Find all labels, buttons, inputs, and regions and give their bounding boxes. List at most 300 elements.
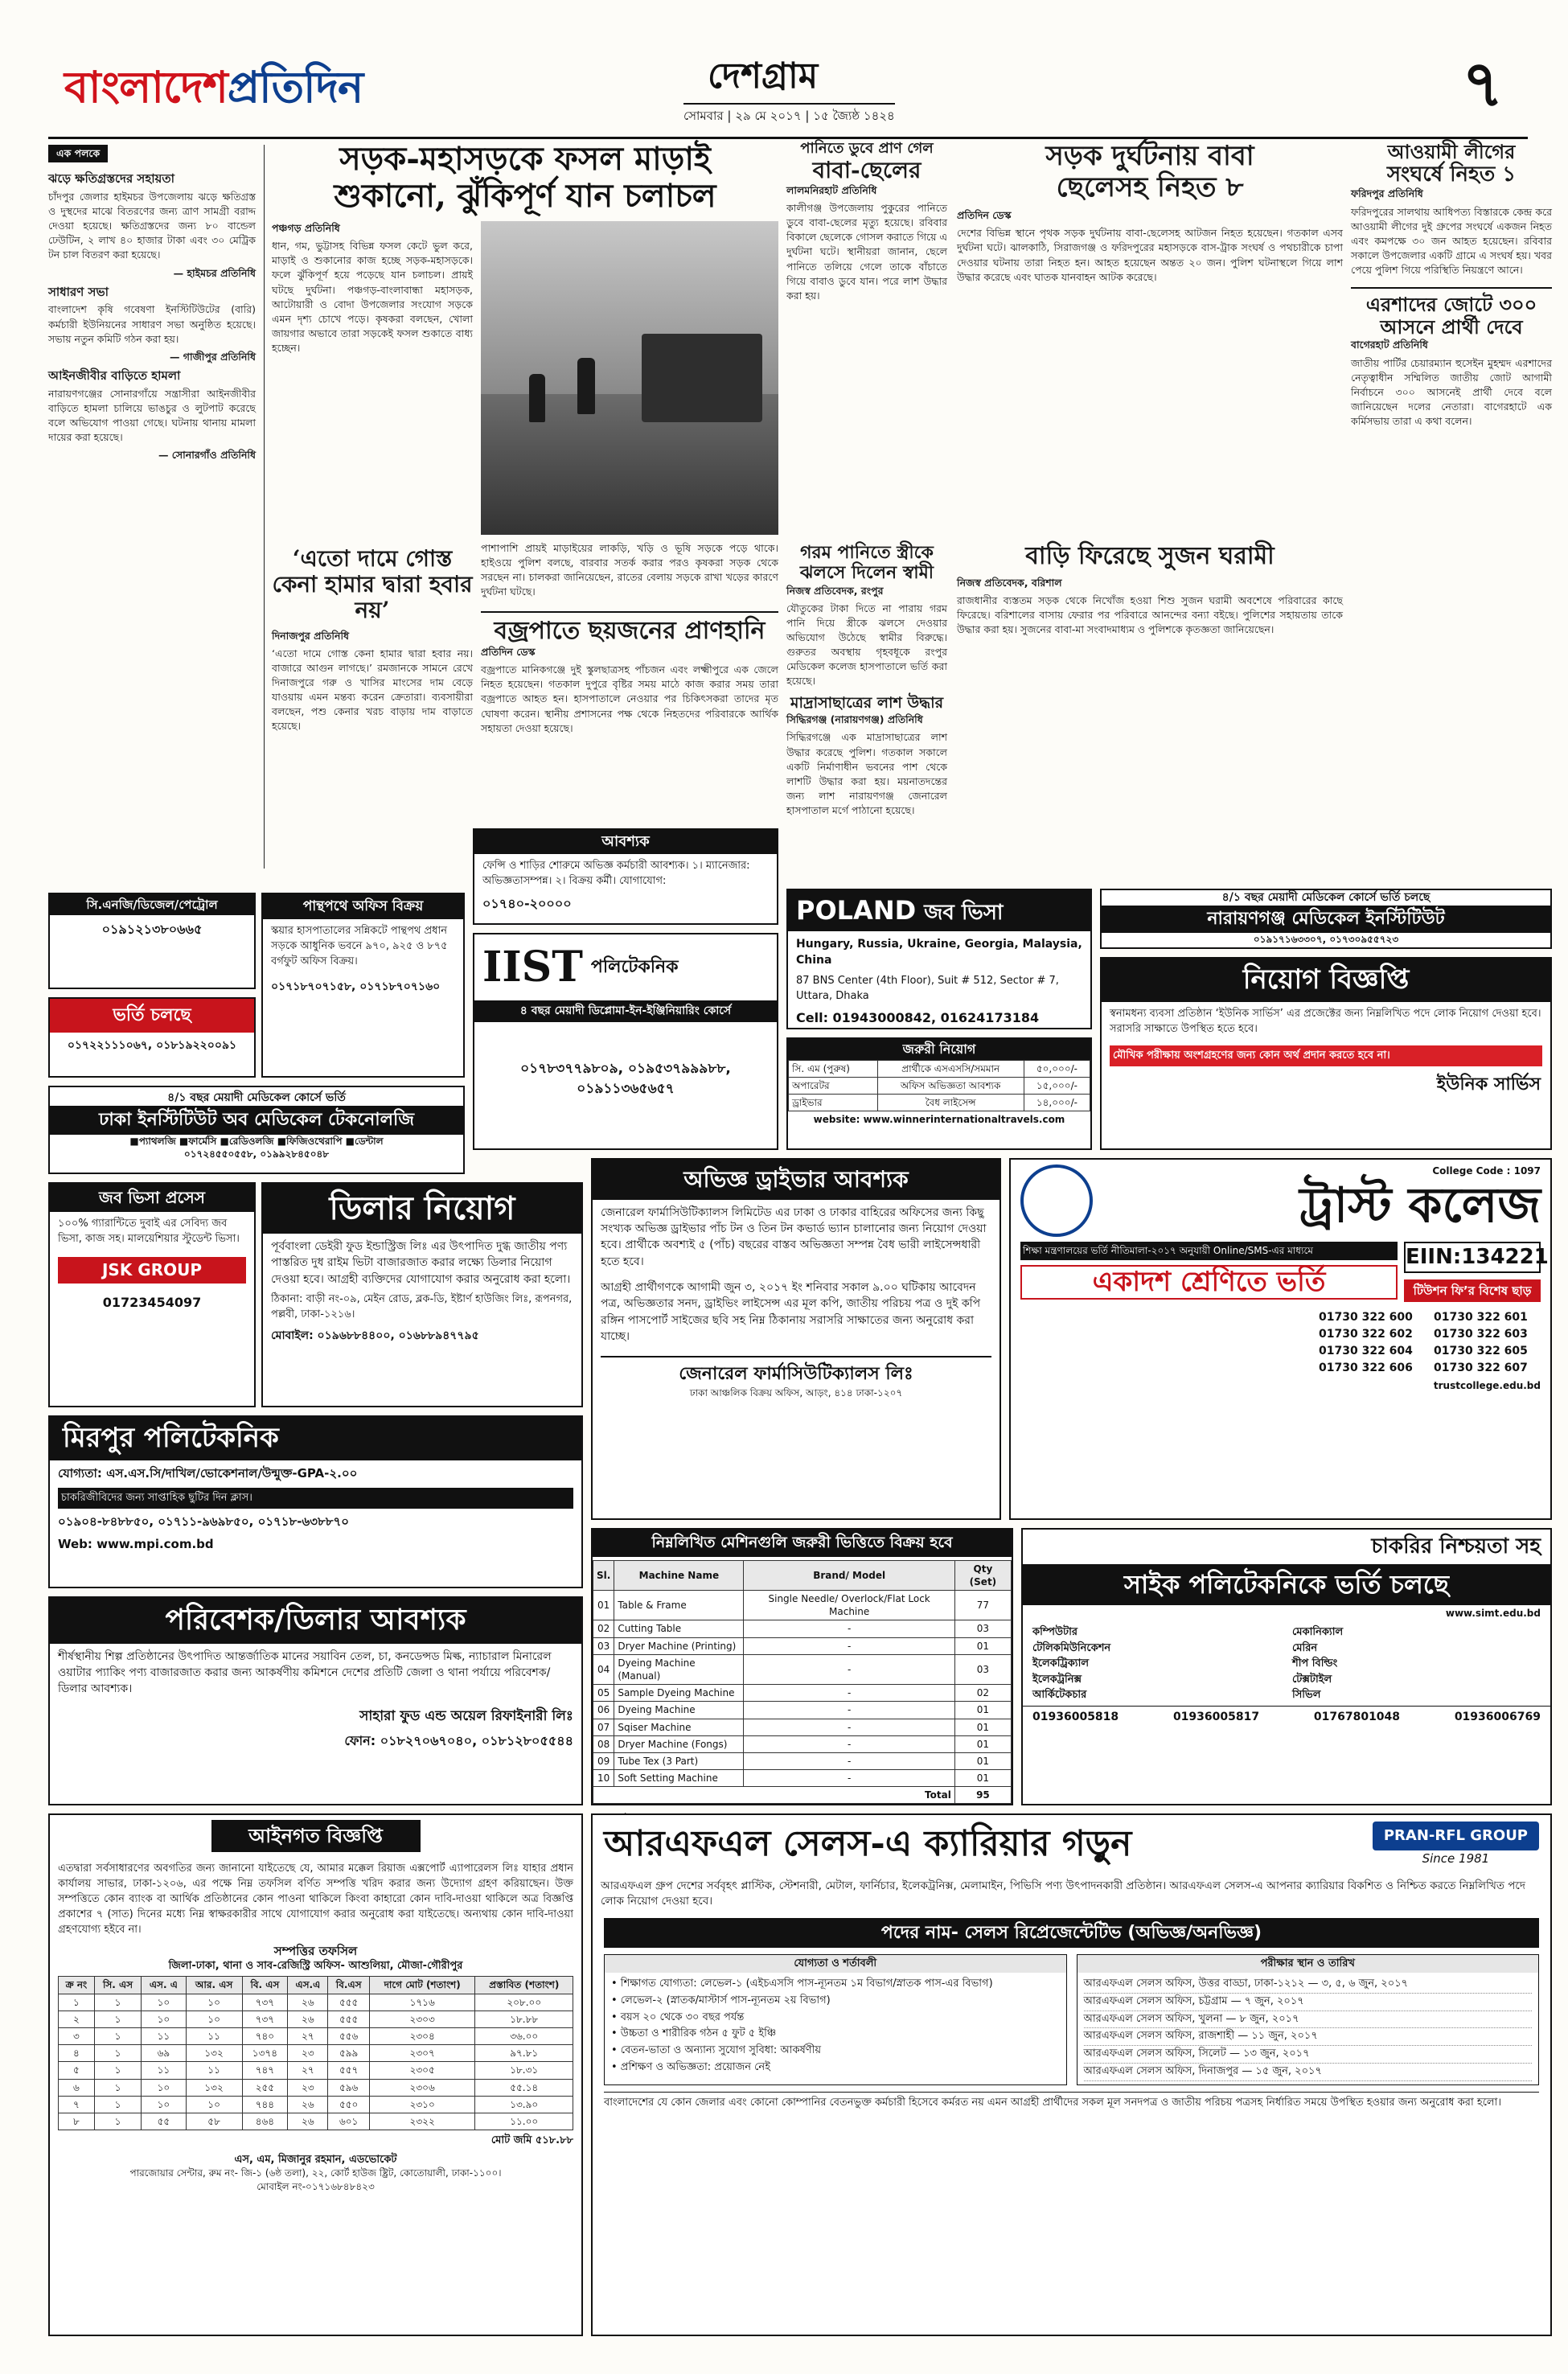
table-cell: ১৮.৩১ (475, 2062, 573, 2079)
list-item: • বয়স ২০ থেকে ৩০ বছর পর্যন্ত (611, 2011, 745, 2023)
psyche-phone: 01936005817 (1172, 1710, 1260, 1723)
table-cell: - (744, 1719, 954, 1735)
rfl-col2-head: পরীক্ষার স্থান ও তারিখ (1077, 1955, 1539, 1973)
machines-sale-ad[interactable] (591, 1528, 1013, 1805)
urgent-need-ad[interactable] (473, 828, 778, 925)
cell: প্রার্থীকে এসএসসি/সমমান (877, 1060, 1024, 1077)
notice-total: ৫১৮.৮৮ (535, 2134, 573, 2147)
winner-website[interactable]: website: www.winnerinternationaltravels.com (813, 1114, 1065, 1126)
iist-ad[interactable] (473, 933, 778, 1150)
subject-item: শীপ বিল্ডিং (1292, 1657, 1338, 1670)
table-cell: ১ (59, 1994, 95, 2011)
table-cell: Dryer Machine (Fongs) (614, 1735, 744, 1752)
cng-ad[interactable] (48, 893, 256, 989)
table-row (789, 1094, 1090, 1111)
table-cell: ১ (94, 2096, 141, 2113)
poland-cell: Cell: 01943000842, 01624173184 (796, 1010, 1040, 1026)
job-visa-ad[interactable] (48, 1182, 256, 1407)
table-row (593, 1719, 1012, 1735)
column-header: Sl. (593, 1560, 614, 1590)
ershad-headline-1[interactable]: এরশাদের জোটে ৩০০ (1365, 293, 1537, 317)
job-visa-body: ১০০% গ্যারান্টিতে দুবাই এর সেবিদ্য জব ভিসা, কাজ সহ। মালয়েশিয়ার স্টুডেন্ট ভিসা। (58, 1218, 240, 1245)
cng-ad-title: সি.এনজি/ডিজেল/পেট্রোল (50, 894, 254, 915)
table-cell: ১০ (186, 2096, 242, 2113)
job-circular-body: স্বনামধন্য ব্যবসা প্রতিষ্ঠান ‘ইউনিক সার্ভিস’ এর প্রজেক্টের জন্য নিম্নলিখিত পদে লোক নিয়োগ দেওয়া হবে। সরাসরি সাক্ষাতে উপস্থিত হতে হবে। (1110, 1007, 1541, 1035)
table-cell: ১০ (186, 1994, 242, 2011)
newspaper-logo[interactable] (64, 58, 363, 117)
cell: ১৫,০০০/- (1024, 1077, 1090, 1094)
table-cell: ২৬ (288, 1994, 328, 2011)
trust-code: College Code : 1097 (1432, 1165, 1541, 1177)
notice-table-body (59, 1994, 573, 2130)
table-row (59, 1994, 573, 2011)
hotwater-headline-2[interactable]: ঝলসে দিলেন স্বামী (799, 562, 934, 584)
hotwater-body: যৌতুকের টাকা দিতে না পারায় গরম পানি দিয়ে স্ত্রীকে ঝলসে দেওয়ার অভিযোগ উঠেছে স্বামীর বিরুদ্ধে। গুরুতর অবস্থায় গৃহবধূকে রংপুর মেডিকেল কলেজ হাসপাতালে ভর্তি করা হয়েছে। (786, 602, 947, 688)
psyche-poly-ad[interactable] (1021, 1528, 1552, 1805)
cell: বৈধ লাইসেন্স (877, 1094, 1024, 1111)
trust-note: শিক্ষা মন্ত্রণালয়ের ভর্তি নীতিমালা-২০১৭ অনুযায়ী Online/SMS-এর মাধ্যমে (1020, 1242, 1398, 1260)
awami-byline: ফরিদপুর প্রতিনিধি (1351, 187, 1423, 200)
office-sale-body: স্কয়ার হাসপাতালের সন্নিকটে পান্থপথ প্রধান সড়কে আধুনিক ভবনে ৯৭০, ৯২৫ ও ৮৭৫ বর্গফুট অফিস বিক্রয়। (271, 924, 448, 967)
table-cell: ১ (94, 2011, 141, 2027)
page-date: সোমবার | ২৯ মে ২০১৭ | ১৫ জ্যৈষ্ঠ ১৪২৪ (683, 103, 895, 124)
cell: অফিস অভিজ্ঞতা আবশ্যক (877, 1077, 1024, 1094)
suzan-byline: নিজস্ব প্রতিবেদক, বরিশাল (957, 576, 1062, 589)
table-cell: ৫৫০ (328, 2096, 369, 2113)
column-header: এস.এ (288, 1977, 328, 1994)
trust-phone: 01730 322 603 (1434, 1328, 1528, 1341)
trust-logo (1020, 1164, 1093, 1237)
table-cell: ২৩০৫ (369, 2062, 475, 2079)
masthead (16, 16, 1552, 137)
drowning-story (786, 141, 947, 535)
table-cell: ৬ (59, 2079, 95, 2096)
lead-headline-2[interactable]: শুকানো, ঝুঁকিপূর্ণ যান চলাচল (334, 177, 716, 215)
table-row (789, 1077, 1090, 1094)
table-total-row (593, 1787, 1012, 1804)
total-value: 95 (954, 1787, 1011, 1804)
ershad-headline-2[interactable]: আসনে প্রার্থী দেবে (1380, 314, 1523, 339)
brief-item-head[interactable]: সাধারণ সভা (48, 284, 109, 299)
notice-table (58, 1976, 573, 2130)
lead-photo (481, 221, 778, 535)
table-cell: 10 (593, 1770, 614, 1787)
table-cell: ৭৩৭ (242, 1994, 288, 2011)
brief-item-by: — হাইমচর প্রতিনিধি (173, 266, 256, 279)
dealer-milk-title: ডিলার নিয়োগ (263, 1184, 581, 1234)
rfl-position: পদের নাম- সেলস রিপ্রেজেন্টেটিভ (অভিজ্ঞ/অনভিজ্ঞ) (604, 1918, 1539, 1949)
table-cell: ৫৫৫ (328, 1994, 369, 2011)
job-visa-brand: JSK GROUP (58, 1257, 246, 1284)
table-cell: Dyeing Machine (Manual) (614, 1654, 744, 1684)
cell: সি. এম (পুরুষ) (789, 1060, 878, 1077)
trust-eiin: EIIN:134221 (1404, 1242, 1541, 1273)
table-cell: ১ (94, 2045, 141, 2062)
driver-ad[interactable] (591, 1158, 1001, 1520)
right-column (1351, 141, 1552, 881)
table-cell: Cutting Table (614, 1620, 744, 1637)
table-cell: ৫৫৫ (328, 2011, 369, 2027)
table-cell: 01 (954, 1752, 1011, 1769)
trust-offer: টিউশন ফি’র বিশেষ ছাড় (1404, 1279, 1541, 1302)
list-item: • বেতন-ভাতা ও অন্যান্য সুযোগ সুবিধা: আকর্ষণীয় (611, 2044, 822, 2057)
trust-phone: 01730 322 600 (1319, 1311, 1413, 1325)
admission-top-phones: ০১৭২২১১১০৬৭, ০১৮১৯২২০০৯১ (67, 1038, 237, 1052)
table-cell: ৮ (59, 2113, 95, 2130)
brief-item-by: — সোনারগাঁও প্রতিনিধি (158, 449, 256, 462)
poland-visa-ad[interactable] (786, 889, 1092, 1029)
trust-phone: 01730 322 607 (1434, 1362, 1528, 1375)
rfl-col1-head: যোগ্যতা ও শর্তাবলী (605, 1955, 1066, 1973)
psyche-phone: 01936005818 (1032, 1710, 1119, 1723)
table-cell: ১৮.৮৮ (475, 2011, 573, 2027)
lead-headline-1[interactable]: সড়ক-মহাসড়কে ফসল মাড়াই (339, 140, 711, 178)
iist-sub: পলিটেকনিক (590, 957, 679, 978)
job-circular-highlight: মৌখিক পরীক্ষায় অংশগ্রহণের জন্য কোন অর্থ প্রদান করতে হবে না। (1110, 1045, 1542, 1067)
distributor-company: সাহারা ফুড এন্ড অয়েল রিফাইনারী লিঃ (359, 1708, 573, 1725)
table-cell: ১ (94, 2113, 141, 2130)
awami-headline-2[interactable]: সংঘর্ষে নিহত ১ (1386, 162, 1517, 187)
dealer-milk-phone: মোবাইল: ০১৯৬৮৮৪৪০০, ০১৬৮৮৯৪৭৭৯৫ (271, 1329, 479, 1342)
brief-item-head[interactable]: আইনজীবীর বাড়িতে হামলা (48, 368, 181, 383)
table-cell: Tube Tex (3 Part) (614, 1752, 744, 1769)
list-item: • উচ্চতা ও শারীরিক গঠন ৫ ফুট ৫ ইঞ্চি (611, 2027, 777, 2040)
rfl-career-ad[interactable] (591, 1813, 1552, 2336)
table-cell: 07 (593, 1719, 614, 1735)
table-cell: ৭ (59, 2096, 95, 2113)
column-divider (264, 145, 265, 869)
hotwater-byline: নিজস্ব প্রতিবেদক, রংপুর (786, 584, 884, 597)
urgent-need-title: আবশ্যক (474, 830, 777, 854)
table-row (593, 1735, 1012, 1752)
drowning-headline-small[interactable]: পানিতে ডুবে প্রাণ গেল (800, 140, 934, 157)
list-item: আরএফএল সেলস অফিস, চট্টগ্রাম — ৭ জুন, ২০১৭ (1084, 1994, 1533, 2011)
table-row (593, 1752, 1012, 1769)
trust-web[interactable]: trustcollege.edu.bd (1433, 1379, 1541, 1391)
table-cell: ৩৬.০০ (475, 2027, 573, 2044)
table-cell: ১১ (186, 2027, 242, 2044)
section-title: দেশগ্রাম (708, 55, 819, 97)
logo-red-part: বাংলাদেশ (64, 61, 228, 113)
table-cell: 05 (593, 1685, 614, 1702)
urgent-need-phone: ০১৭৪০-২০০০০ (482, 895, 572, 911)
table-cell: ১৩৭৪ (242, 2045, 288, 2062)
dhaka-imt-head: ৪/১ বছর মেয়াদী মেডিকেল কোর্সে ভর্তি (167, 1091, 346, 1104)
lightning-body: বজ্রপাতে মানিকগঞ্জে দুই স্কুলছাত্রসহ পাঁচজন এবং লক্ষ্মীপুরে এক জেলে নিহত হয়েছেন। গতকাল দুপুরে বৃষ্টির সময় মাঠে কাজ করার সময় তারা বজ্রপাতে আহত হন। হাসপাতালে নেওয়ার পর চিকিৎসকরা তাদের মৃত ঘোষণা করেন। স্থানীয় প্রশাসনের পক্ষ থেকে নিহতদের পরিবারকে আর্থিক সহায়তা দেওয়া হয়েছে। (481, 663, 778, 734)
drowning-headline-big[interactable]: বাবা-ছেলের (812, 156, 922, 183)
driver-body: জেনারেল ফার্মাসিউটিক্যালস লিমিটেড এর ঢাকা ও ঢাকার বাহিরের অফিসের জন্য কিছু সংখ্যক অভিজ্ঞ ড্রাইভার পাঁচ টন ও তিন টন কভার্ড ভ্যান চালানোর জন্য নিয়োগ দেওয়া হবে। প্রার্থীকে অবশ্যই ৫ (পাঁচ) বছরের বাস্তব অভিজ্ঞতা সম্পন্ন বৈধ ভারী লাইসেন্সধারী হতে হবে। (601, 1205, 987, 1268)
suzan-story (957, 543, 1343, 881)
table-row (593, 1620, 1012, 1637)
mirpur-title: মিরপুর পলিটেকনিক (50, 1417, 581, 1460)
table-cell: 03 (593, 1637, 614, 1654)
dealer-milk-address: ঠিকানা: বাড়ী নং-০৯, মেইন রোড, ব্লক-ডি, ইষ্টার্ণ হাউজিং লিঃ, রূপনগর, পল্লবী, ঢাকা-১২১৬। (271, 1292, 573, 1320)
trust-college-ad[interactable] (1009, 1158, 1552, 1520)
table-cell: ১ (94, 1994, 141, 2011)
table-cell: ২৩০৪ (369, 2027, 475, 2044)
trust-phone: 01730 322 604 (1319, 1345, 1413, 1358)
table-row (59, 2027, 573, 2044)
accident-headline-1[interactable]: সড়ক দুর্ঘটনায় বাবা (1045, 140, 1254, 172)
column-header: বি. এস (242, 1977, 288, 1994)
table-cell: ২৬ (288, 2096, 328, 2113)
cell: ১৪,০০০/- (1024, 1094, 1090, 1111)
table-cell: ২ (59, 2011, 95, 2027)
table-cell: ৪৬৪ (242, 2113, 288, 2130)
table-cell: ৫৫ (142, 2113, 186, 2130)
trust-phone: 01730 322 606 (1319, 1362, 1413, 1375)
column-header: বি.এস (328, 1977, 369, 1994)
table-row (789, 1060, 1090, 1077)
urgent-need-body: ফেন্সি ও শাড়ির শোরুমে অভিজ্ঞ কর্মচারী আবশ্যক। ১। ম্যানেজার: অভিজ্ঞতাসম্পন্ন। ২। বিক্রয় কর্মী। যোগাযোগ: (482, 860, 750, 888)
narayanganj-title: নারায়ণগঞ্জ মেডিকেল ইনস্টিটিউট (1102, 906, 1550, 933)
column-header: Brand/ Model (744, 1560, 954, 1590)
table-cell: ৫ (59, 2062, 95, 2079)
office-sale-title: পান্থপথে অফিস বিক্রয় (263, 894, 463, 919)
table-cell: ১১ (142, 2027, 186, 2044)
awami-body: ফরিদপুরের সালথায় আধিপত্য বিস্তারকে কেন্দ্র করে আওয়ামী লীগের দুই গ্রুপের সংঘর্ষে একজন নিহত এবং কমপক্ষে ৩০ জন আহত হয়েছেন। রবিবার সকালে উপজেলার একটি গ্রামে এ সংঘর্ষ হয়। খবর পেয়ে পুলিশ গিয়ে পরিস্থিতি নিয়ন্ত্রণে আনে। (1351, 205, 1552, 277)
table-cell: ২০৮.০০ (475, 1994, 573, 2011)
table-header-row (593, 1560, 1012, 1590)
table-cell: - (744, 1752, 954, 1769)
table-cell: ২৬ (288, 2113, 328, 2130)
dhaka-imt-title: ঢাকা ইনস্টিটিউট অব মেডিকেল টেকনোলজি (50, 1106, 463, 1135)
notice-signer-phone: মোবাইল নং-০১৭১৬৮৪৮৪২৩ (257, 2180, 375, 2192)
driver-address: ঢাকা আঞ্চলিক বিক্রয় অফিস, আড়ং, ৪১৪ ঢাকা-১২০৭ (689, 1386, 903, 1399)
dealer-milk-ad[interactable] (261, 1182, 583, 1407)
winner-title: জরুরী নিয়োগ (788, 1039, 1090, 1060)
table-cell: ৭৩৭ (242, 2011, 288, 2027)
page-number: ৭ (1461, 46, 1504, 121)
job-visa-phone: 01723454097 (102, 1294, 202, 1310)
trust-title: ট্রাস্ট কলেজ (1299, 1177, 1541, 1234)
mirpur-web[interactable]: Web: www.mpi.com.bd (58, 1537, 214, 1552)
table-cell: Soft Setting Machine (614, 1770, 744, 1787)
distributor-ad[interactable] (48, 1596, 583, 1805)
table-cell: ১৩.৯০ (475, 2096, 573, 2113)
lead-body-1: ধান, গম, ভুট্টাসহ বিভিন্ন ফসল কেটে ভুল করে, মাড়াই ও শুকানোর কাজ হচ্ছে সড়ক-মহাসড়কে। ফলে ঝুঁকিপূর্ণ হয়ে পড়েছে যান চলাচল। প্রায়ই ঘটছে দুর্ঘটনা। পঞ্চগড়-বাংলাবান্ধা মহাসড়ক, আটোয়ারী ও বোদা উপজেলার সংযোগ সড়কে এমন দৃশ্য চোখে পড়ে। কৃষকরা বলছেন, খোলা জায়গার অভাবে তারা সড়কেই ফসল শুকাতে বাধ্য হচ্ছেন। (272, 240, 473, 354)
rfl-qualifications (605, 1973, 1066, 2080)
mirpur-phones: ০১৯০৪-৮৪৮৮৫০, ০১৭১১-৯৬৯৮৫০, ০১৭১৮-৬৩৮৮৭০ (58, 1514, 349, 1530)
rfl-footer: বাংলাদেশের যে কোন জেলার এবং কোনো কোম্পানির বেতনভুক্ত কর্মচারী হিসেবে কর্মরত নয় এমন আগ্রহী প্রার্থীদের সকল মূল সনদপত্র ও জাতীয় পরিচয় পত্রসহ নির্ধারিত সময়ে উপস্থিত হওয়ার জন্য অনুরোধ করা হলো। (604, 2092, 1539, 2114)
table-cell: ১০ (142, 1994, 186, 2011)
ershad-byline: বাগেরহাট প্রতিনিধি (1351, 339, 1428, 351)
table-cell: Dyeing Machine (614, 1702, 744, 1719)
list-item: • প্রশিক্ষণ ও অভিজ্ঞতা: প্রয়োজন নেই (611, 2060, 770, 2073)
table-cell: ৬৯ (142, 2045, 186, 2062)
iist-phones: ০১৭৮৩৭৭৯৮০৯, ০১৯৫৩৭৯৯৯৮৮, ০১৯১১৩৬৫৬৫৭ (520, 1061, 731, 1097)
list-item: • শিক্ষাগত যোগ্যতা: লেভেল-১ (এইচএসসি পাস-ন্যূনতম ১ম বিভাগ/স্নাতক পাস-এর বিভাগ) (611, 1977, 993, 1990)
narayanganj-head: ৪/১ বছর মেয়াদী মেডিকেল কোর্সে ভর্তি চলছে (1221, 891, 1430, 904)
trust-phone: 01730 322 602 (1319, 1328, 1413, 1341)
job-visa-title: জব ভিসা প্রসেস (50, 1184, 254, 1212)
road-accident-story (957, 141, 1343, 535)
suzan-headline[interactable]: বাড়ি ফিরেছে সুজন ঘরামী (1025, 542, 1275, 570)
table-cell: 01 (954, 1770, 1011, 1787)
quote-body: ‘এতো দামে গোস্ত কেনা হামার দ্বারা হবার নয়। বাজারে আগুন লাগছে।’ রমজানকে সামনে রেখে দিনাজপুরে গরু ও খাসির মাংসের দাম বেড়ে যাওয়ায় এমন মন্তব্য করেন ক্রেতারা। ব্যবসায়ীরা বলছেন, পশু কেনার খরচ বাড়ায় দাম বাড়াতে হয়েছে। (272, 647, 473, 733)
accident-headline-2[interactable]: ছেলেসহ নিহত ৮ (1056, 171, 1244, 204)
cell: ড্রাইভার (789, 1094, 878, 1111)
subject-item: টেলিকমিউনিকেশন (1032, 1641, 1111, 1654)
rfl-title: আরএফএল সেলস-এ ক্যারিয়ার গড়ুন (604, 1822, 1132, 1864)
notice-location: জিলা-ঢাকা, থানা ও সাব-রেজিস্ট্রি অফিস- আশুলিয়া, মৌজা-গৌরীপুর (168, 1959, 463, 1972)
table-cell: 03 (954, 1654, 1011, 1684)
madrasa-headline[interactable]: মাদ্রাসাছাত্রের লাশ উদ্ধার (790, 694, 944, 713)
table-cell: ৯৭.৮১ (475, 2045, 573, 2062)
table-cell: ২৬ (288, 2011, 328, 2027)
table-cell: - (744, 1702, 954, 1719)
brief-item-head[interactable]: ঝড়ে ক্ষতিগ্রস্তদের সহায়তা (48, 171, 174, 187)
table-cell: 77 (954, 1591, 1011, 1620)
table-cell: ২৩ (288, 2045, 328, 2062)
subject-item: আর্কিটেকচার (1032, 1689, 1087, 1702)
table-cell: ৩ (59, 2027, 95, 2044)
table-cell: ৫৫৭ (328, 2062, 369, 2079)
table-header-row (59, 1977, 573, 1994)
driver-body-2: আগ্রহী প্রার্থীগণকে আগামী জুন ৩, ২০১৭ ইং শনিবার সকাল ৯.০০ ঘটিকায় আবেদন পত্র, অভিজ্ঞতার সনদ, ড্রাইভিং লাইসেন্স এর মূল কপি, জাতীয় পরিচয় পত্র ও দুই কপি রঙ্গিন পাসপোর্ট সাইজের ছবি সহ নিম্ন ঠিকানায় সরাসরি সাক্ষাতের জন্য অনুরোধ করা যাচ্ছে। (601, 1280, 981, 1343)
psyche-web[interactable]: www.simt.edu.bd (1445, 1608, 1541, 1620)
column-header: দাগে মোট (শতাংশ) (369, 1977, 475, 1994)
table-cell: 08 (593, 1735, 614, 1752)
total-label: Total (593, 1787, 955, 1804)
table-cell: - (744, 1637, 954, 1654)
trust-phone: 01730 322 605 (1434, 1345, 1528, 1358)
brief-column (48, 145, 256, 869)
hotwater-headline-1[interactable]: গরম পানিতে স্ত্রীকে (800, 542, 934, 563)
subject-item: ইলেকট্রিক্যাল (1032, 1657, 1090, 1670)
distributor-body: শীর্ষস্থানীয় শিল্প প্রতিষ্ঠানের উৎপাদিত আন্তর্জাতিক মানের সয়াবিন তেল, চা, কনডেন্সড মিল্ক, ন্যাচারাল মিনারেল ওয়াটার প্যাকিং পণ্য বাজারজাত করার জন্য আকর্ষণীয় কমিশনে দেশের প্রতিটি জেলা ও থানা পর্যায়ে পরিবেশক/ডিলার আবশ্যক। (58, 1649, 552, 1696)
table-cell: - (744, 1685, 954, 1702)
winner-table (788, 1060, 1090, 1112)
subject-item: সিভিল (1292, 1689, 1321, 1702)
narayanganj-ad[interactable] (1100, 889, 1552, 949)
table-cell: ১৭১৬ (369, 1994, 475, 2011)
poland-address: 87 BNS Center (4th Floor), Suit # 512, Sector # 7, Uttara, Dhaka (796, 974, 1059, 1002)
mirpur-body: যোগ্যতা: এস.এস.সি/দাখিল/ভোকেশনাল/উন্মুক্ত-GPA-২.০০ (58, 1465, 358, 1481)
dealer-milk-body: পূর্ববাংলা ডেইরী ফুড ইন্ডাস্ট্রিজ লিঃ এর উৎপাদিত দুগ্ধ জাতীয় পণ্য পাস্তরিত দুধ রাইম ভিটা বাজারজাত করার লক্ষ্যে ডিলার নিয়োগ দেওয়া হবে। আগ্রহী ব্যক্তিদের যোগাযোগ করার অনুরোধ করা হলো। (271, 1240, 571, 1286)
table-cell: ১০ (142, 2011, 186, 2027)
list-item: আরএফএল সেলস অফিস, দিনাজপুর — ১৫ জুন, ২০১৭ (1084, 2064, 1533, 2081)
table-cell: 06 (593, 1702, 614, 1719)
notice-title: আইনগত বিজ্ঞপ্তি (211, 1820, 421, 1852)
masthead-rule (48, 137, 1528, 139)
accident-byline: প্রতিদিন ডেস্ক (957, 209, 1012, 222)
notice-body: এতদ্বারা সর্বসাধারণের অবগতির জন্য জানানো যাইতেছে যে, আমার মক্কেল রিয়াজ এক্সপোর্ট এ্যাপারেলস লিঃ যাহার প্রধান কার্যালয় সাভার, ঢাকা-১২০৬, এর পক্ষে নিম্ন তফসিল বর্ণিত সম্পত্তি খরিদ করার জন্য উদ্যোগ গ্রহণ করিয়াছেন। উক্ত সম্পত্তিতে কোন ব্যাংক বা আর্থিক প্রতিষ্ঠানের কোন পাওনা থাকিলে কিংবা কাহারো কোন দাবি-দাওয়া থাকিলে অত্র বিজ্ঞপ্তি প্রকাশের ৭ (সাত) দিনের মধ্যে নিম্ন স্বাক্ষরকারীর সাথে যোগাযোগ করার অনুরোধ করা যাইতেছে। অন্যথায় কোন দাবি-দাওয়া গ্রহণযোগ্য হইবে না। (58, 1863, 574, 1936)
psyche-phone: 01936006769 (1454, 1710, 1541, 1723)
psyche-title: সাইক পলিটেকনিকে ভর্তি চলছে (1023, 1564, 1550, 1605)
hot-water-story (786, 543, 947, 881)
cell: ৫০,০০০/- (1024, 1060, 1090, 1077)
awami-headline-1[interactable]: আওয়ামী লীগের (1387, 140, 1516, 163)
narayanganj-phone: ০১৯১৭১৬৩৩০৭, ০১৭৩০৯৫৫৭২৩ (1253, 933, 1399, 945)
brief-tag: এক পলকে (48, 145, 108, 162)
legal-notice-ad[interactable] (48, 1813, 583, 2336)
machines-table-body (593, 1591, 1012, 1804)
ershad-body: জাতীয় পার্টির চেয়ারম্যান হুসেইন মুহম্মদ এরশাদের নেতৃত্বাধীন সম্মিলিত জাতীয় জোট আগামী নির্বাচনে ৩০০ আসনেই প্রার্থী দেবে বলে জানিয়েছেন দলের নেতারা। বাগেরহাটে এক কর্মিসভায় তারা এ কথা বলেন। (1351, 356, 1552, 428)
subject-item: ইলেকট্রনিক্স (1032, 1673, 1082, 1686)
job-circular-ad[interactable] (1100, 957, 1552, 1150)
table-row (59, 2045, 573, 2062)
table-cell: ২৩০৭ (369, 2045, 475, 2062)
table-cell: 03 (954, 1620, 1011, 1637)
office-sale-phone: ০১৭১৮৭০৭১৫৮, ০১৭১৮৭০৭১৬০ (271, 980, 441, 994)
iist-name: IIST (482, 943, 583, 992)
table-cell: ২৭ (288, 2027, 328, 2044)
table-row (593, 1702, 1012, 1719)
dhaka-imt-ad[interactable] (48, 1086, 465, 1174)
table-row (59, 2062, 573, 2079)
iist-line: ৪ বছর মেয়াদী ডিপ্লোমা-ইন-ইঞ্জিনিয়ারিং কোর্সে (474, 1000, 777, 1022)
quote-headline[interactable]: ‘এতো দামে গোস্ত কেনা হামার দ্বারা হবার নয়’ (272, 545, 473, 624)
rfl-since: Since 1981 (1422, 1851, 1490, 1867)
column-header: আর. এস (186, 1977, 242, 1994)
table-cell: ১৩২ (186, 2045, 242, 2062)
table-cell: 02 (593, 1620, 614, 1637)
table-cell: ৬০১ (328, 2113, 369, 2130)
table-cell: - (744, 1654, 954, 1684)
brief-item-text: চাঁদপুর জেলার হাইমচর উপজেলায় ঝড়ে ক্ষতিগ্রস্ত ও দুস্থদের মাঝে বিতরণের জন্য ত্রাণ সামগ্রী বরাদ্দ দেওয়া হয়েছে। ক্ষতিগ্রস্তদের জন্য ৮০ বান্ডেল ঢেউটিন, ২ লাখ ৪০ হাজার টাকা এবং ৩০ মেট্রিক টন চাল বিতরণ করা হয়েছে। (48, 190, 256, 261)
photo-truck (642, 334, 762, 422)
table-row (59, 2079, 573, 2096)
table-cell: 01 (593, 1591, 614, 1620)
mirpur-body-2: চাকরিজীবিদের জন্য সাপ্তাহিক ছুটির দিন ক্লাস। (58, 1488, 573, 1509)
table-row (59, 2096, 573, 2113)
list-item: আরএফএল সেলস অফিস, সিলেট — ১৩ জুন, ২০১৭ (1084, 2046, 1533, 2064)
table-cell: 09 (593, 1752, 614, 1769)
table-cell: ৭৪৭ (242, 2062, 288, 2079)
table-cell: ১১ (142, 2062, 186, 2079)
table-cell: ২৩১০ (369, 2096, 475, 2113)
poland-countries: Hungary, Russia, Ukraine, Georgia, Malaysia, China (796, 938, 1082, 967)
table-row (59, 2113, 573, 2130)
table-cell: 01 (954, 1735, 1011, 1752)
job-circular-brand: ইউনিক সার্ভিস (1436, 1074, 1541, 1095)
photo-person (529, 374, 545, 422)
winner-ad[interactable] (786, 1037, 1092, 1150)
brief-item-text: নারায়ণগঞ্জের সোনারগাঁয়ে সন্ত্রাসীরা আইনজীবীর বাড়িতে হামলা চালিয়ে ভাঙচুর ও লুটপাট করেছে বলে অভিযোগ পাওয়া গেছে। ঘটনায় থানায় মামলা দায়ের করা হয়েছে। (48, 387, 256, 443)
dhaka-imt-items: ■প্যাথলজি ■ফার্মেসি ■রেডিওলজি ■ফিজিওথেরাপি ■ডেন্টাল (129, 1135, 384, 1147)
table-cell: ১০ (186, 2011, 242, 2027)
subject-item: মেরিন (1292, 1641, 1318, 1654)
driver-company: জেনারেল ফার্মাসিউটিক্যালস লিঃ (679, 1364, 913, 1385)
madrasa-body: সিদ্ধিরগঞ্জে এক মাদ্রাসাছাত্রের লাশ উদ্ধার করেছে পুলিশ। গতকাল সকালে একটি নির্মাণাধীন ভবনের পাশ থেকে লাশটি উদ্ধার করা হয়। ময়নাতদন্তের জন্য লাশ নারায়ণগঞ্জ জেনারেল হাসপাতাল মর্গে পাঠানো হয়েছে। (786, 731, 947, 817)
table-cell: - (744, 1770, 954, 1787)
psyche-header: চাকরির নিশ্চয়তা সহ (1371, 1534, 1541, 1559)
table-cell: ১০ (142, 2079, 186, 2096)
table-row (593, 1770, 1012, 1787)
table-cell: ১১ (186, 2062, 242, 2079)
column-header: Qty (Set) (954, 1560, 1011, 1590)
logo-blue-part: প্রতিদিন (227, 61, 363, 113)
distributor-title: পরিবেশক/ডিলার আবশ্যক (50, 1598, 581, 1644)
lead-story (272, 141, 778, 881)
dhaka-imt-phone: ০১৭২৪৫৫০৫৫৮, ০১৯৯২৮৪৫০৪৮ (183, 1148, 330, 1160)
admission-top-ad[interactable] (48, 997, 256, 1078)
table-cell: ২৭ (288, 2062, 328, 2079)
table-cell: ৫৯৬ (328, 2079, 369, 2096)
drowning-byline: লালমনিরহাট প্রতিনিধি (786, 183, 877, 196)
office-sale-ad[interactable] (261, 893, 465, 1078)
table-cell: ৭৪৪ (242, 2096, 288, 2113)
subject-item: কম্পিউটার (1032, 1626, 1078, 1639)
table-cell: ৪ (59, 2045, 95, 2062)
rfl-intro: আরএফএল গ্রুপ দেশের সর্ববৃহৎ প্লাস্টিক, স্টেশনারী, মেটাল, ফার্নিচার, ইলেকট্রনিক্স, মেলামাইন, পিভিসি পণ্য উৎপাদনকারী প্রতিষ্ঠান। আরএফএল সেলস-এ আপনার ক্যারিয়ার বিকশিত ও নিশ্চিত করতে নিম্নলিখিত পদে লোক নিয়োগ দেওয়া হবে। (601, 1879, 1525, 1908)
table-cell: 02 (954, 1685, 1011, 1702)
lightning-headline[interactable]: বজ্রপাতে ছয়জনের প্রাণহানি (494, 616, 766, 645)
table-cell: 01 (954, 1637, 1011, 1654)
mirpur-poly-ad[interactable] (48, 1415, 583, 1588)
notice-schedule-title: সম্পত্তির তফসিল (273, 1943, 358, 1958)
